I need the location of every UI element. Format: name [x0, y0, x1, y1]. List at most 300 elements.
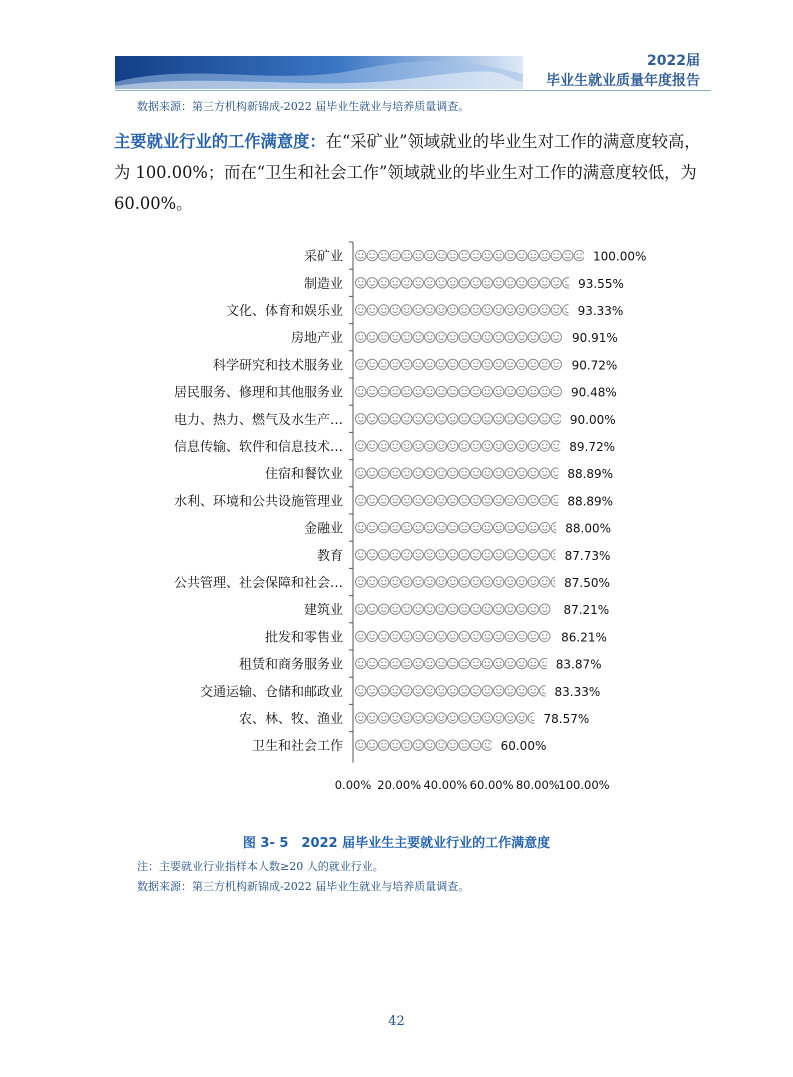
- bar-7: [356, 414, 562, 424]
- smiley-icon: [517, 604, 527, 614]
- smiley-icon: [425, 550, 435, 560]
- smiley-icon: [494, 278, 504, 288]
- category-label: 批发和零售业: [264, 630, 343, 646]
- smiley-icon: [367, 250, 377, 260]
- smiley-icon: [367, 414, 377, 424]
- smiley-icon: [528, 332, 538, 342]
- x-tick-label: 80.00%: [515, 777, 560, 790]
- smiley-icon: [448, 550, 458, 560]
- smiley-icon: [505, 278, 515, 288]
- smiley-icon: [425, 495, 435, 505]
- value-label: 83.87%: [555, 657, 602, 672]
- x-tick-label: 100.00%: [558, 777, 610, 790]
- smiley-icon: [436, 359, 446, 369]
- smiley-icon: [505, 577, 515, 587]
- smiley-icon: [413, 522, 423, 532]
- smiley-icon: [528, 658, 538, 668]
- smiley-icon: [425, 359, 435, 369]
- smiley-icon: [459, 577, 469, 587]
- smiley-icon: [540, 359, 550, 369]
- smiley-icon: [367, 658, 377, 668]
- category-label: 教育: [316, 548, 343, 564]
- smiley-icon: [540, 495, 550, 505]
- smiley-icon: [471, 278, 481, 288]
- smiley-icon: [540, 386, 550, 396]
- smiley-icon: [367, 332, 377, 342]
- smiley-icon: [471, 468, 481, 478]
- smiley-icon: [528, 495, 538, 505]
- smiley-icon: [448, 441, 458, 451]
- smiley-icon: [459, 550, 469, 560]
- smiley-icon: [436, 250, 446, 260]
- smiley-icon: [482, 305, 492, 315]
- smiley-icon: [517, 250, 527, 260]
- bar-13: [356, 577, 562, 587]
- smiley-icon: [379, 386, 389, 396]
- smiley-icon: [379, 250, 389, 260]
- smiley-icon: [367, 631, 377, 641]
- smiley-icon: [551, 441, 561, 451]
- smiley-icon: [459, 414, 469, 424]
- smiley-icon: [540, 604, 550, 614]
- smiley-icon: [356, 658, 366, 668]
- source-note-top: 数据来源：第三方机构新锦成-2022 届毕业生就业与培养质量调查。: [137, 100, 470, 113]
- smiley-icon: [551, 250, 561, 260]
- smiley-icon: [482, 441, 492, 451]
- figure-caption: 图 3- 5 2022 届毕业生主要就业行业的工作满意度: [242, 836, 551, 851]
- smiley-icon: [551, 522, 561, 532]
- smiley-icon: [448, 604, 458, 614]
- smiley-icon: [367, 522, 377, 532]
- smiley-icon: [379, 604, 389, 614]
- smiley-icon: [367, 713, 377, 723]
- smiley-icon: [517, 468, 527, 478]
- smiley-icon: [540, 441, 550, 451]
- smiley-icon: [482, 713, 492, 723]
- smiley-icon: [551, 305, 561, 315]
- smiley-icon: [402, 305, 412, 315]
- bar-12: [356, 550, 562, 560]
- smiley-icon: [436, 604, 446, 614]
- category-label: 建筑业: [303, 603, 343, 619]
- value-label: 90.48%: [571, 385, 617, 400]
- smiley-icon: [563, 278, 573, 288]
- smiley-icon: [459, 386, 469, 396]
- smiley-icon: [505, 550, 515, 560]
- smiley-icon: [425, 305, 435, 315]
- smiley-icon: [551, 386, 561, 396]
- value-label: 87.73%: [564, 548, 611, 563]
- smiley-icon: [517, 278, 527, 288]
- smiley-icon: [540, 577, 550, 587]
- smiley-icon: [448, 359, 458, 369]
- smiley-icon: [425, 468, 435, 478]
- smiley-icon: [402, 631, 412, 641]
- smiley-icon: [517, 550, 527, 560]
- smiley-icon: [482, 740, 492, 750]
- smiley-icon: [356, 604, 366, 614]
- page-number: 42: [388, 1014, 405, 1029]
- smiley-icon: [505, 468, 515, 478]
- smiley-icon: [390, 278, 400, 288]
- smiley-icon: [390, 604, 400, 614]
- smiley-icon: [540, 250, 550, 260]
- header-divider: [115, 90, 711, 91]
- value-label: 87.21%: [563, 603, 610, 618]
- smiley-icon: [379, 495, 389, 505]
- smiley-icon: [367, 577, 377, 587]
- smiley-icon: [436, 631, 446, 641]
- smiley-icon: [494, 386, 504, 396]
- smiley-icon: [494, 414, 504, 424]
- smiley-icon: [540, 278, 550, 288]
- smiley-icon: [551, 278, 561, 288]
- smiley-icon: [494, 495, 504, 505]
- category-label: 房地产业: [290, 331, 343, 347]
- smiley-icon: [494, 577, 504, 587]
- smiley-icon: [448, 332, 458, 342]
- smiley-icon: [563, 250, 573, 260]
- smiley-icon: [402, 522, 412, 532]
- bar-6: [356, 386, 562, 396]
- smiley-icon: [402, 441, 412, 451]
- smiley-icon: [402, 686, 412, 696]
- smiley-icon: [367, 604, 377, 614]
- smiley-icon: [494, 686, 504, 696]
- smiley-icon: [505, 332, 515, 342]
- smiley-icon: [367, 305, 377, 315]
- smiley-icon: [494, 713, 504, 723]
- smiley-icon: [425, 250, 435, 260]
- smiley-icon: [551, 468, 561, 478]
- smiley-icon: [356, 441, 366, 451]
- smiley-icon: [540, 550, 550, 560]
- smiley-icon: [425, 414, 435, 424]
- value-label: 88.89%: [567, 494, 614, 509]
- smiley-icon: [471, 495, 481, 505]
- smiley-icon: [436, 468, 446, 478]
- smiley-icon: [551, 332, 561, 342]
- category-label: 居民服务、修理和其他服务业: [173, 385, 343, 401]
- smiley-icon: [505, 631, 515, 641]
- bar-14: [356, 604, 550, 614]
- paragraph-body: 在“采矿业”领域就业的毕业生对工作的满意度较高，为 100.00%；而在“卫生和社会工作”领域就业的毕业生对工作的满意度较低，为 60.00%。: [114, 132, 701, 213]
- smiley-icon: [448, 686, 458, 696]
- smiley-icon: [413, 441, 423, 451]
- smiley-icon: [379, 713, 389, 723]
- smiley-icon: [379, 522, 389, 532]
- smiley-icon: [413, 359, 423, 369]
- value-label: 100.00%: [593, 249, 647, 264]
- smiley-icon: [390, 577, 400, 587]
- source-note-bottom: 数据来源：第三方机构新锦成-2022 届毕业生就业与培养质量调查。: [137, 880, 470, 893]
- value-label: 93.55%: [578, 276, 624, 291]
- smiley-icon: [356, 713, 366, 723]
- smiley-icon: [517, 577, 527, 587]
- smiley-icon: [356, 332, 366, 342]
- category-label: 水利、环境和公共设施管理业: [173, 494, 343, 510]
- smiley-icon: [390, 658, 400, 668]
- smiley-icon: [505, 250, 515, 260]
- smiley-icon: [448, 577, 458, 587]
- category-label: 采矿业: [303, 249, 343, 265]
- smiley-icon: [379, 441, 389, 451]
- smiley-icon: [367, 495, 377, 505]
- smiley-icon: [425, 441, 435, 451]
- smiley-icon: [436, 278, 446, 288]
- smiley-icon: [402, 658, 412, 668]
- smiley-icon: [425, 631, 435, 641]
- smiley-icon: [471, 631, 481, 641]
- smiley-icon: [413, 740, 423, 750]
- bar-8: [356, 441, 562, 451]
- smiley-icon: [551, 550, 561, 560]
- smiley-icon: [448, 414, 458, 424]
- smiley-icon: [413, 713, 423, 723]
- smiley-icon: [425, 522, 435, 532]
- smiley-icon: [402, 278, 412, 288]
- smiley-icon: [413, 550, 423, 560]
- smiley-icon: [436, 658, 446, 668]
- category-label: 科学研究和技术服务业: [212, 358, 343, 374]
- smiley-icon: [367, 359, 377, 369]
- smiley-icon: [356, 278, 366, 288]
- smiley-icon: [436, 305, 446, 315]
- smiley-icon: [517, 332, 527, 342]
- smiley-icon: [459, 658, 469, 668]
- smiley-icon: [471, 386, 481, 396]
- summary-paragraph: [114, 126, 714, 219]
- smiley-icon: [540, 332, 550, 342]
- smiley-icon: [356, 550, 366, 560]
- smiley-icon: [459, 631, 469, 641]
- bar-15: [356, 631, 550, 641]
- smiley-icon: [482, 658, 492, 668]
- smiley-icon: [379, 550, 389, 560]
- bar-19: [356, 740, 493, 750]
- smiley-icon: [413, 631, 423, 641]
- smiley-icon: [482, 386, 492, 396]
- smiley-icon: [494, 522, 504, 532]
- smiley-icon: [436, 332, 446, 342]
- smiley-icon: [379, 631, 389, 641]
- smiley-icon: [471, 305, 481, 315]
- smiley-icon: [379, 332, 389, 342]
- smiley-icon: [436, 495, 446, 505]
- smiley-icon: [356, 414, 366, 424]
- smiley-icon: [356, 495, 366, 505]
- smiley-icon: [379, 468, 389, 478]
- smiley-icon: [425, 686, 435, 696]
- smiley-icon: [517, 386, 527, 396]
- smiley-icon: [494, 332, 504, 342]
- smiley-icon: [413, 250, 423, 260]
- smiley-icon: [356, 686, 366, 696]
- smiley-icon: [517, 631, 527, 641]
- footnote: 注：主要就业行业指样本人数≥20 人的就业行业。: [137, 860, 384, 873]
- smiley-icon: [528, 250, 538, 260]
- smiley-icon: [482, 468, 492, 478]
- smiley-icon: [563, 305, 573, 315]
- smiley-icon: [413, 495, 423, 505]
- smiley-icon: [413, 305, 423, 315]
- smiley-icon: [390, 468, 400, 478]
- smiley-icon: [505, 386, 515, 396]
- category-label: 文化、体育和娱乐业: [225, 304, 343, 319]
- bar-11: [356, 522, 562, 532]
- smiley-icon: [367, 740, 377, 750]
- smiley-icon: [448, 468, 458, 478]
- smiley-icon: [540, 305, 550, 315]
- smiley-icon: [482, 631, 492, 641]
- smiley-icon: [448, 495, 458, 505]
- smiley-icon: [413, 278, 423, 288]
- smiley-icon: [402, 332, 412, 342]
- smiley-icon: [390, 686, 400, 696]
- smiley-icon: [448, 250, 458, 260]
- smiley-icon: [390, 359, 400, 369]
- smiley-icon: [471, 577, 481, 587]
- smiley-icon: [528, 278, 538, 288]
- smiley-icon: [413, 604, 423, 614]
- smiley-icon: [517, 522, 527, 532]
- smiley-icon: [528, 522, 538, 532]
- smiley-icon: [494, 658, 504, 668]
- smiley-icon: [551, 359, 561, 369]
- smiley-icon: [379, 686, 389, 696]
- smiley-icon: [482, 414, 492, 424]
- smiley-icon: [459, 250, 469, 260]
- x-tick-label: 0.00%: [334, 777, 372, 790]
- smiley-icon: [390, 740, 400, 750]
- smiley-icon: [482, 495, 492, 505]
- x-tick-label: 60.00%: [469, 777, 514, 790]
- value-label: 90.72%: [571, 358, 618, 373]
- smiley-icon: [494, 359, 504, 369]
- smiley-icon: [482, 359, 492, 369]
- smiley-icon: [425, 278, 435, 288]
- smiley-icon: [471, 550, 481, 560]
- smiley-icon: [459, 495, 469, 505]
- bar-17: [356, 686, 550, 696]
- smiley-icon: [379, 305, 389, 315]
- smiley-icon: [494, 305, 504, 315]
- smiley-icon: [459, 332, 469, 342]
- smiley-icon: [505, 495, 515, 505]
- smiley-icon: [379, 359, 389, 369]
- value-label: 83.33%: [554, 684, 601, 699]
- smiley-icon: [528, 713, 538, 723]
- smiley-icon: [356, 522, 366, 532]
- smiley-icon: [517, 658, 527, 668]
- smiley-icon: [356, 631, 366, 641]
- smiley-icon: [517, 713, 527, 723]
- category-label: 卫生和社会工作: [251, 739, 343, 755]
- smiley-icon: [390, 550, 400, 560]
- smiley-icon: [356, 250, 366, 260]
- smiley-icon: [413, 332, 423, 342]
- smiley-icon: [482, 550, 492, 560]
- smiley-icon: [517, 359, 527, 369]
- smiley-icon: [517, 441, 527, 451]
- smiley-icon: [390, 441, 400, 451]
- smiley-icon: [505, 441, 515, 451]
- smiley-icon: [390, 522, 400, 532]
- smiley-icon: [459, 441, 469, 451]
- smiley-icon: [402, 359, 412, 369]
- bar-18: [356, 713, 539, 723]
- smiley-icon: [528, 604, 538, 614]
- bar-1: [356, 250, 585, 260]
- smiley-icon: [471, 332, 481, 342]
- smiley-icon: [425, 577, 435, 587]
- smiley-icon: [482, 604, 492, 614]
- smiley-icon: [540, 631, 550, 641]
- smiley-icon: [459, 468, 469, 478]
- smiley-icon: [551, 577, 561, 587]
- smiley-icon: [471, 441, 481, 451]
- smiley-icon: [356, 577, 366, 587]
- category-label: 公共管理、社会保障和社会…: [173, 576, 343, 591]
- smiley-icon: [471, 740, 481, 750]
- category-label: 制造业: [303, 276, 343, 292]
- value-label: 60.00%: [500, 739, 547, 754]
- smiley-icon: [494, 604, 504, 614]
- value-label: 93.33%: [577, 304, 624, 318]
- smiley-icon: [471, 686, 481, 696]
- smiley-icon: [402, 250, 412, 260]
- category-label: 农、林、牧、渔业: [238, 712, 343, 727]
- smiley-icon: [425, 740, 435, 750]
- smiley-icon: [528, 577, 538, 587]
- smiley-icon: [425, 332, 435, 342]
- smiley-icon: [448, 522, 458, 532]
- smiley-icon: [505, 686, 515, 696]
- value-label: 87.50%: [564, 576, 610, 590]
- smiley-icon: [436, 550, 446, 560]
- value-label: 88.89%: [567, 467, 614, 482]
- smiley-icon: [402, 414, 412, 424]
- smiley-icon: [448, 740, 458, 750]
- smiley-icon: [436, 686, 446, 696]
- smiley-icon: [494, 250, 504, 260]
- category-label: 住宿和餐饮业: [264, 467, 343, 483]
- smiley-icon: [413, 577, 423, 587]
- smiley-icon: [540, 686, 550, 696]
- bar-5: [356, 359, 562, 369]
- category-label: 交通运输、仓储和邮政业: [199, 684, 343, 700]
- category-label: 金融业: [303, 521, 343, 537]
- smiley-icon: [367, 278, 377, 288]
- smiley-icon: [367, 550, 377, 560]
- smiley-icon: [425, 658, 435, 668]
- smiley-icon: [402, 495, 412, 505]
- header-year: 2022届: [647, 53, 700, 69]
- header-title: 毕业生就业质量年度报告: [546, 73, 700, 89]
- smiley-icon: [402, 713, 412, 723]
- smiley-icon: [482, 278, 492, 288]
- smiley-icon: [390, 495, 400, 505]
- smiley-icon: [379, 414, 389, 424]
- smiley-icon: [367, 441, 377, 451]
- smiley-icon: [459, 740, 469, 750]
- satisfaction-chart: [0, 230, 793, 790]
- smiley-icon: [459, 522, 469, 532]
- smiley-icon: [528, 414, 538, 424]
- smiley-icon: [482, 522, 492, 532]
- smiley-icon: [459, 278, 469, 288]
- bar-16: [356, 658, 550, 668]
